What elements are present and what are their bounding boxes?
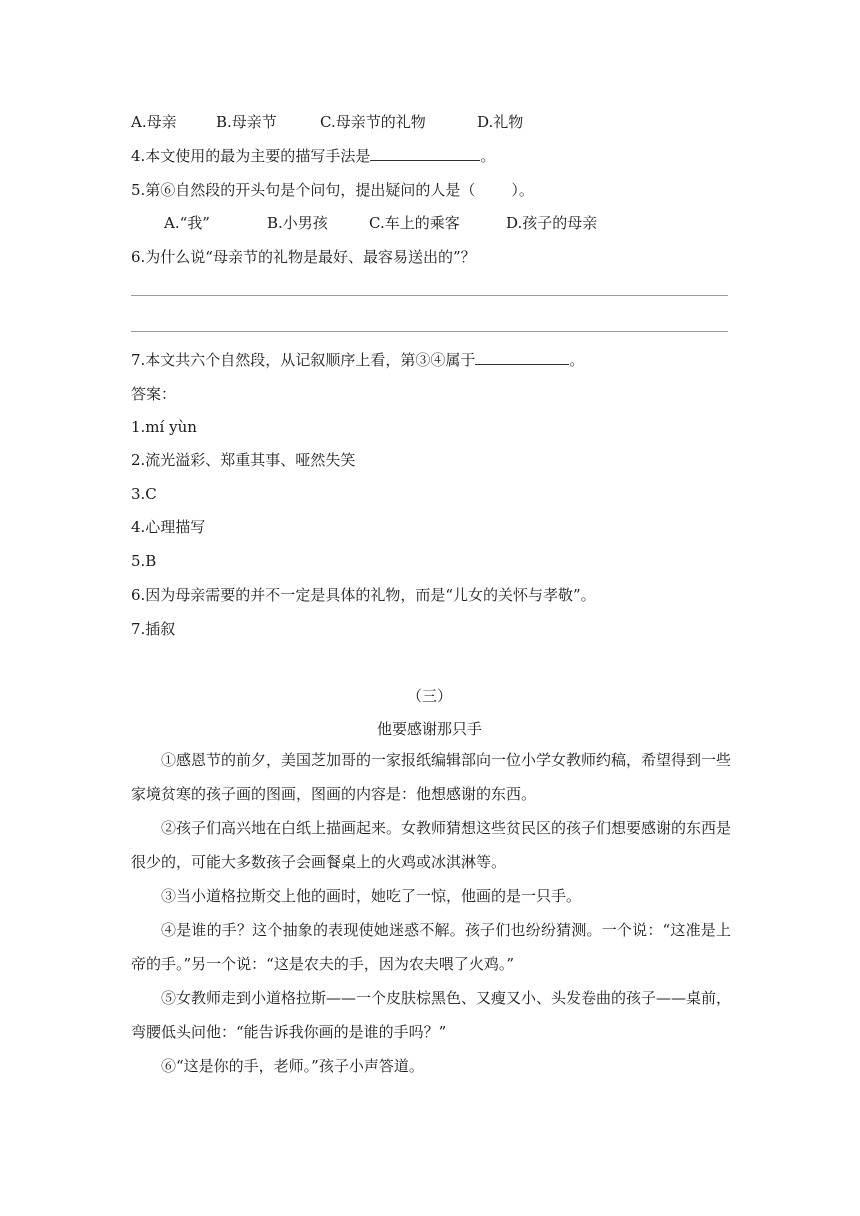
question-5-text: 5.第⑥自然段的开头句是个问句，提出疑问的人是（ [131,181,476,199]
answer-blank [370,146,480,161]
paragraph-6: ⑥“这是你的手，老师。”孩子小声答道。 [161,1057,424,1075]
paragraph-2: ②孩子们高兴地在白纸上描画起来。女教师猜想这些贫民区的孩子们想要感谢的东西是很少的，可能大多数孩子会画餐桌上的火鸡或冰淇淋等。 [131,819,732,871]
paragraph-5: ⑤女教师走到小道格拉斯——一个皮肤棕黑色、又瘦又小、头发卷曲的孩子——桌前，弯腰低头问他：“能告诉我你画的是谁的手吗？” [131,989,732,1041]
answer-3: 3.C [131,485,157,503]
answer-4: 4.心理描写 [131,518,206,536]
question-4-end: 。 [480,147,496,165]
question-4 [131,146,495,166]
option-d: D.孩子的母亲 [506,214,598,232]
option-a: A.“我” [164,214,210,232]
option-b: B.小男孩 [267,214,328,232]
section-title: 他要感谢那只手 [376,720,482,738]
article-body [131,743,731,1083]
question-6: 6.为什么说“母亲节的礼物是最好、最容易送出的”？ [131,248,476,266]
paragraph-3: ③当小道格拉斯交上他的画时，她吃了一惊，他画的是一只手。 [161,887,582,905]
paragraph-1: ①感恩节的前夕，美国芝加哥的一家报纸编辑部向一位小学女教师约稿，希望得到一些家境贫寒的孩子画的图画，图画的内容是：他想感谢的东西。 [131,751,732,803]
question-5 [131,180,534,200]
question-4-text: 4.本文使用的最为主要的描写手法是 [131,147,371,165]
option-a: A.母亲 [131,113,177,131]
paragraph-4: ④是谁的手？这个抽象的表现使她迷惑不解。孩子们也纷纷猜测。一个说：“这准是上帝的手。”另一个说：“这是农夫的手，因为农夫喂了火鸡。” [131,921,731,973]
answer-2: 2.流光溢彩、郑重其事、哑然失笑 [131,451,356,469]
section-number: （三） [406,687,452,705]
q5-options [164,213,597,233]
answer-5: 5.B [131,552,157,570]
option-c: C.母亲节的礼物 [320,113,426,131]
option-d: D.礼物 [477,113,524,131]
question-5-end: ）。 [511,181,534,199]
answer-blank [475,350,569,365]
answer-6: 6.因为母亲需要的并不一定是具体的礼物，而是“儿女的关怀与孝敬”。 [131,586,596,604]
answer-7: 7.插叙 [131,620,176,638]
answer-line [131,331,728,332]
question-7 [131,350,584,370]
question-7-text: 7.本文共六个自然段，从记叙顺序上看，第③④属于 [131,351,476,369]
answer-line [131,295,728,296]
question-7-end: 。 [569,351,585,369]
q3-options [131,112,523,132]
answer-1: 1.mí yùn [131,418,197,436]
answers-label: 答案： [131,385,177,403]
option-b: B.母亲节 [216,113,277,131]
option-c: C.车上的乘客 [369,214,460,232]
